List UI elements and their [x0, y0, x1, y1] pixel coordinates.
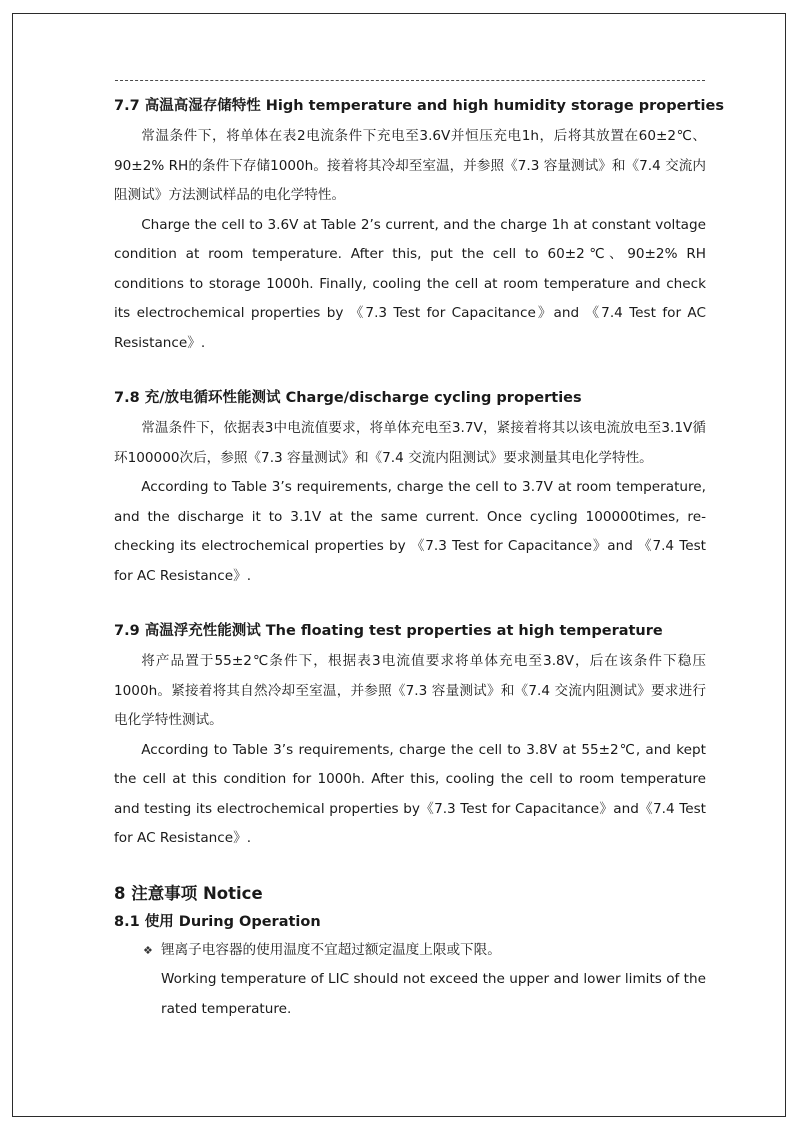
- section-7-7-zh: 常温条件下，将单体在表2电流条件下充电至3.6V并恒压充电1h，后将其放置在60±2℃、90±2% RH的条件下存储1000h。接着将其冷却至室温，并参照《7.3 容量测试》和《7.4 交流内阻测试》方法测试样品的电化学特性。: [114, 128, 706, 203]
- section-7-9-zh: 将产品置于55±2℃条件下，根据表3电流值要求将单体充电至3.8V，后在该条件下稳压1000h。紧接着将其自然冷却至室温，并参照《7.3 容量测试》和《7.4 交流内阻测试》要求进行电化学特性测试。: [114, 653, 706, 728]
- bullet-zh: 锂离子电容器的使用温度不宜超过额定温度上限或下限。: [161, 941, 501, 958]
- section-7-9-en: According to Table 3’s requirements, charge the cell to 3.8V at 55±2℃, and kept the cell at this condition for 1000h. After this, cooling the cell to room temperature and testing its electrochemical properties by《7.3 Test for Capacitance》and《7.4 Test for AC Resistance》.: [114, 741, 706, 846]
- section-7-8-en: According to Table 3’s requirements, charge the cell to 3.7V at room temperature, and the discharge it to 3.1V at the same current. Once cycling 100000times, re-checking its electrochemical properties by 《7.3 Test for Capacitance》and 《7.4 Test for AC Resistance》.: [114, 479, 706, 584]
- diamond-bullet-icon: ❖: [143, 943, 153, 957]
- section-7-9-title: 7.9 高温浮充性能测试 The floating test properties at high temperature: [114, 623, 663, 639]
- section-7-7-title: 7.7 高温高湿存储特性 High temperature and high humidity storage properties: [114, 98, 724, 114]
- document-body: [114, 96, 724, 1024]
- header-divider: [115, 80, 705, 81]
- section-7-8-title: 7.8 充/放电循环性能测试 Charge/discharge cycling properties: [114, 390, 582, 406]
- section-7-7-en: Charge the cell to 3.6V at Table 2’s current, and the charge 1h at constant voltage condition at room temperature. After this, put the cell to 60±2℃、90±2% RH conditions to storage 1000h. Finally, cooling the cell at room temperature and check its electrochemical properties by 《7.3 Test for Capacitance》and 《7.4 Test for AC Resistance》.: [114, 216, 706, 351]
- section-8-title: 8 注意事项 Notice: [114, 883, 263, 903]
- section-7-8-zh: 常温条件下，依据表3中电流值要求，将单体充电至3.7V，紧接着将其以该电流放电至3.1V循环100000次后，参照《7.3 容量测试》和《7.4 交流内阻测试》要求测量其电化学特性。: [114, 420, 706, 466]
- bullet-en: Working temperature of LIC should not exceed the upper and lower limits of the rated temperature.: [161, 971, 706, 1017]
- bullet-item: [114, 936, 706, 1025]
- section-8-1-title: 8.1 使用 During Operation: [114, 913, 321, 930]
